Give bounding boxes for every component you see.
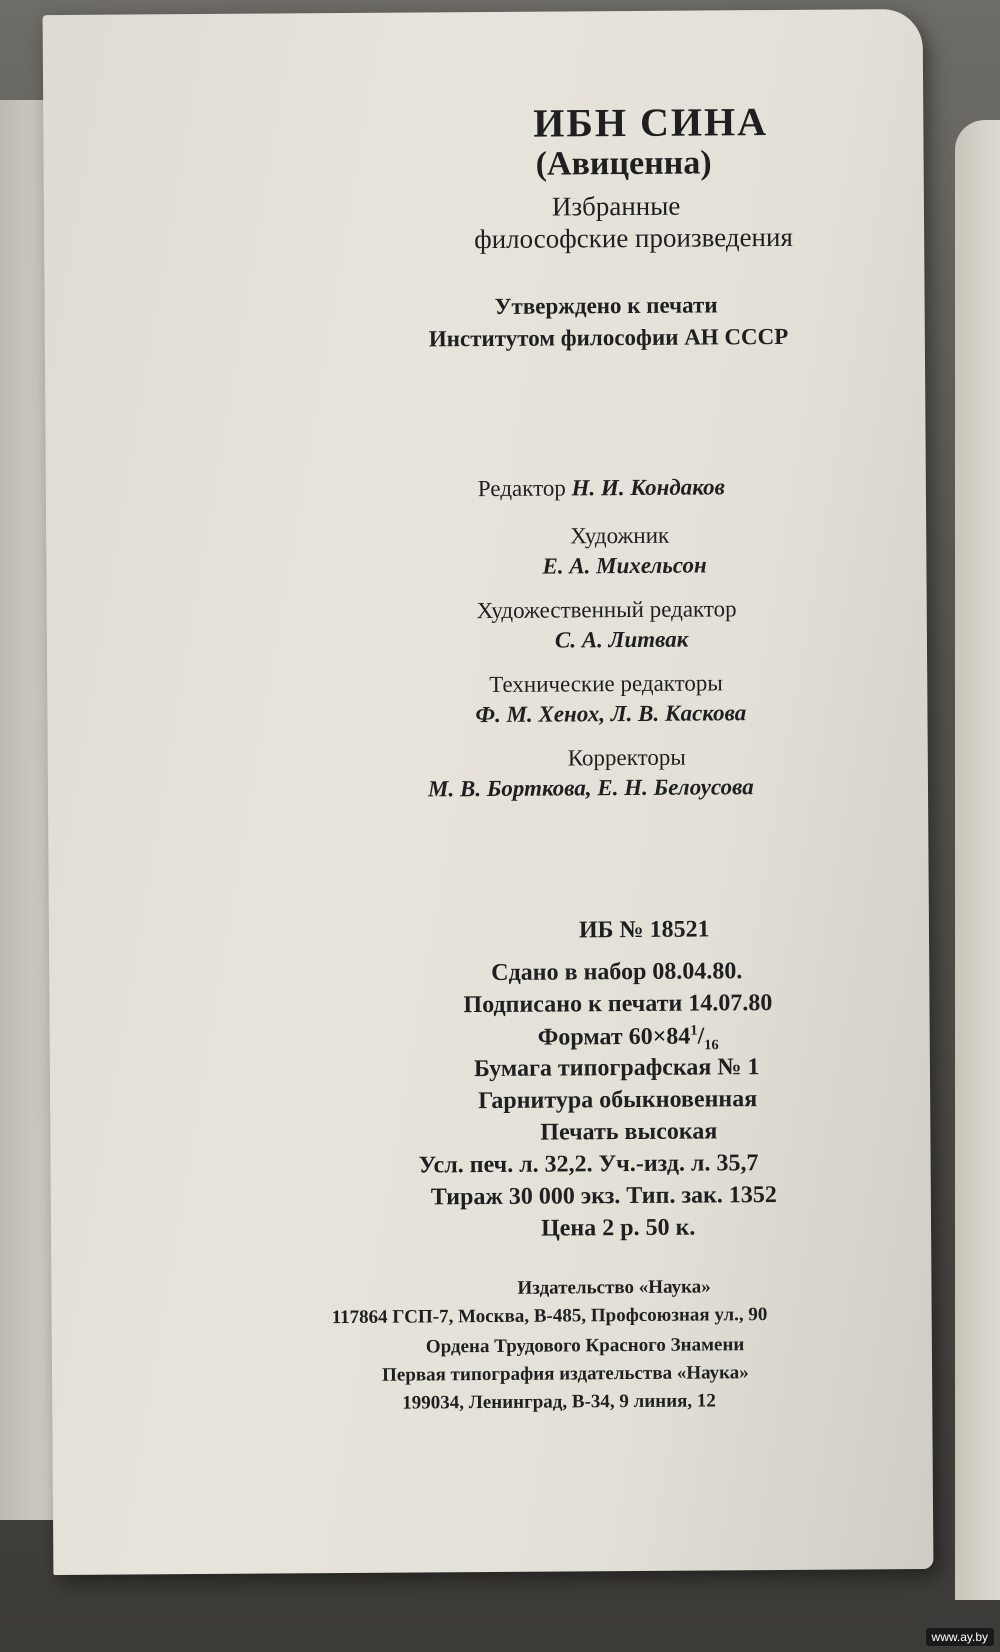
- format-sub: 16: [704, 1037, 719, 1054]
- author-alias: (Авиценна): [535, 144, 712, 183]
- paper-type: Бумага типографская № 1: [473, 1054, 760, 1083]
- book-page: [43, 9, 934, 1575]
- approval-line1: Утверждено к печати: [494, 292, 718, 319]
- publisher-address: 117864 ГСП-7, Москва, В-485, Профсоюзная ул., 90: [331, 1304, 768, 1329]
- printer-order: Ордена Трудового Красного Знамени: [425, 1334, 745, 1358]
- printer-address: 199034, Ленинград, В-34, 9 линия, 12: [402, 1390, 716, 1414]
- printing-method: Печать высокая: [540, 1118, 718, 1146]
- work-title-line1: Избранные: [551, 190, 681, 222]
- facing-page-edge: [955, 120, 1000, 1600]
- editor-role: Редактор: [477, 475, 566, 502]
- typeface: Гарнитура обыкновенная: [478, 1086, 758, 1115]
- typeset-date: Сдано в набор 08.04.80.: [491, 958, 743, 986]
- price: Цена 2 р. 50 к.: [540, 1214, 696, 1242]
- tech-editors-names: Ф. М. Хенох, Л. В. Каскова: [475, 700, 747, 728]
- site-watermark: www.ay.by: [926, 1628, 994, 1646]
- art-editor-name: С. А. Литвак: [554, 626, 689, 653]
- tech-editors-role: Технические редакторы: [489, 670, 723, 697]
- art-editor-role: Художественный редактор: [476, 596, 737, 624]
- sheets-info: Усл. печ. л. 32,2. Уч.-изд. л. 35,7: [418, 1150, 759, 1179]
- publisher-name: Издательство «Наука»: [517, 1276, 711, 1299]
- format-prefix: Формат 60×84: [537, 1023, 691, 1051]
- proofreaders-names: М. В. Борткова, Е. Н. Белоусова: [427, 774, 754, 802]
- print-run: Тираж 30 000 экз. Тип. зак. 1352: [430, 1181, 777, 1211]
- signed-date: Подписано к печати 14.07.80: [463, 990, 773, 1019]
- proofreaders-role: Корректоры: [567, 744, 686, 771]
- approval-line2: Институтом философии АН СССР: [428, 323, 789, 352]
- printer-name: Первая типография издательства «Наука»: [381, 1362, 749, 1386]
- artist-role: Художник: [570, 522, 670, 549]
- work-title-line2: философские произведения: [474, 221, 793, 255]
- credits-editor: [478, 474, 725, 502]
- editor-name: Н. И. Кондаков: [571, 474, 725, 501]
- format-sup: 1: [690, 1022, 698, 1039]
- format-line: Формат $60\times 84^1/_{16}$: [537, 1022, 719, 1054]
- ib-number: ИБ № 18521: [578, 916, 710, 944]
- author-name: ИБН СИНА: [533, 99, 769, 146]
- artist-name: Е. А. Михельсон: [542, 552, 707, 579]
